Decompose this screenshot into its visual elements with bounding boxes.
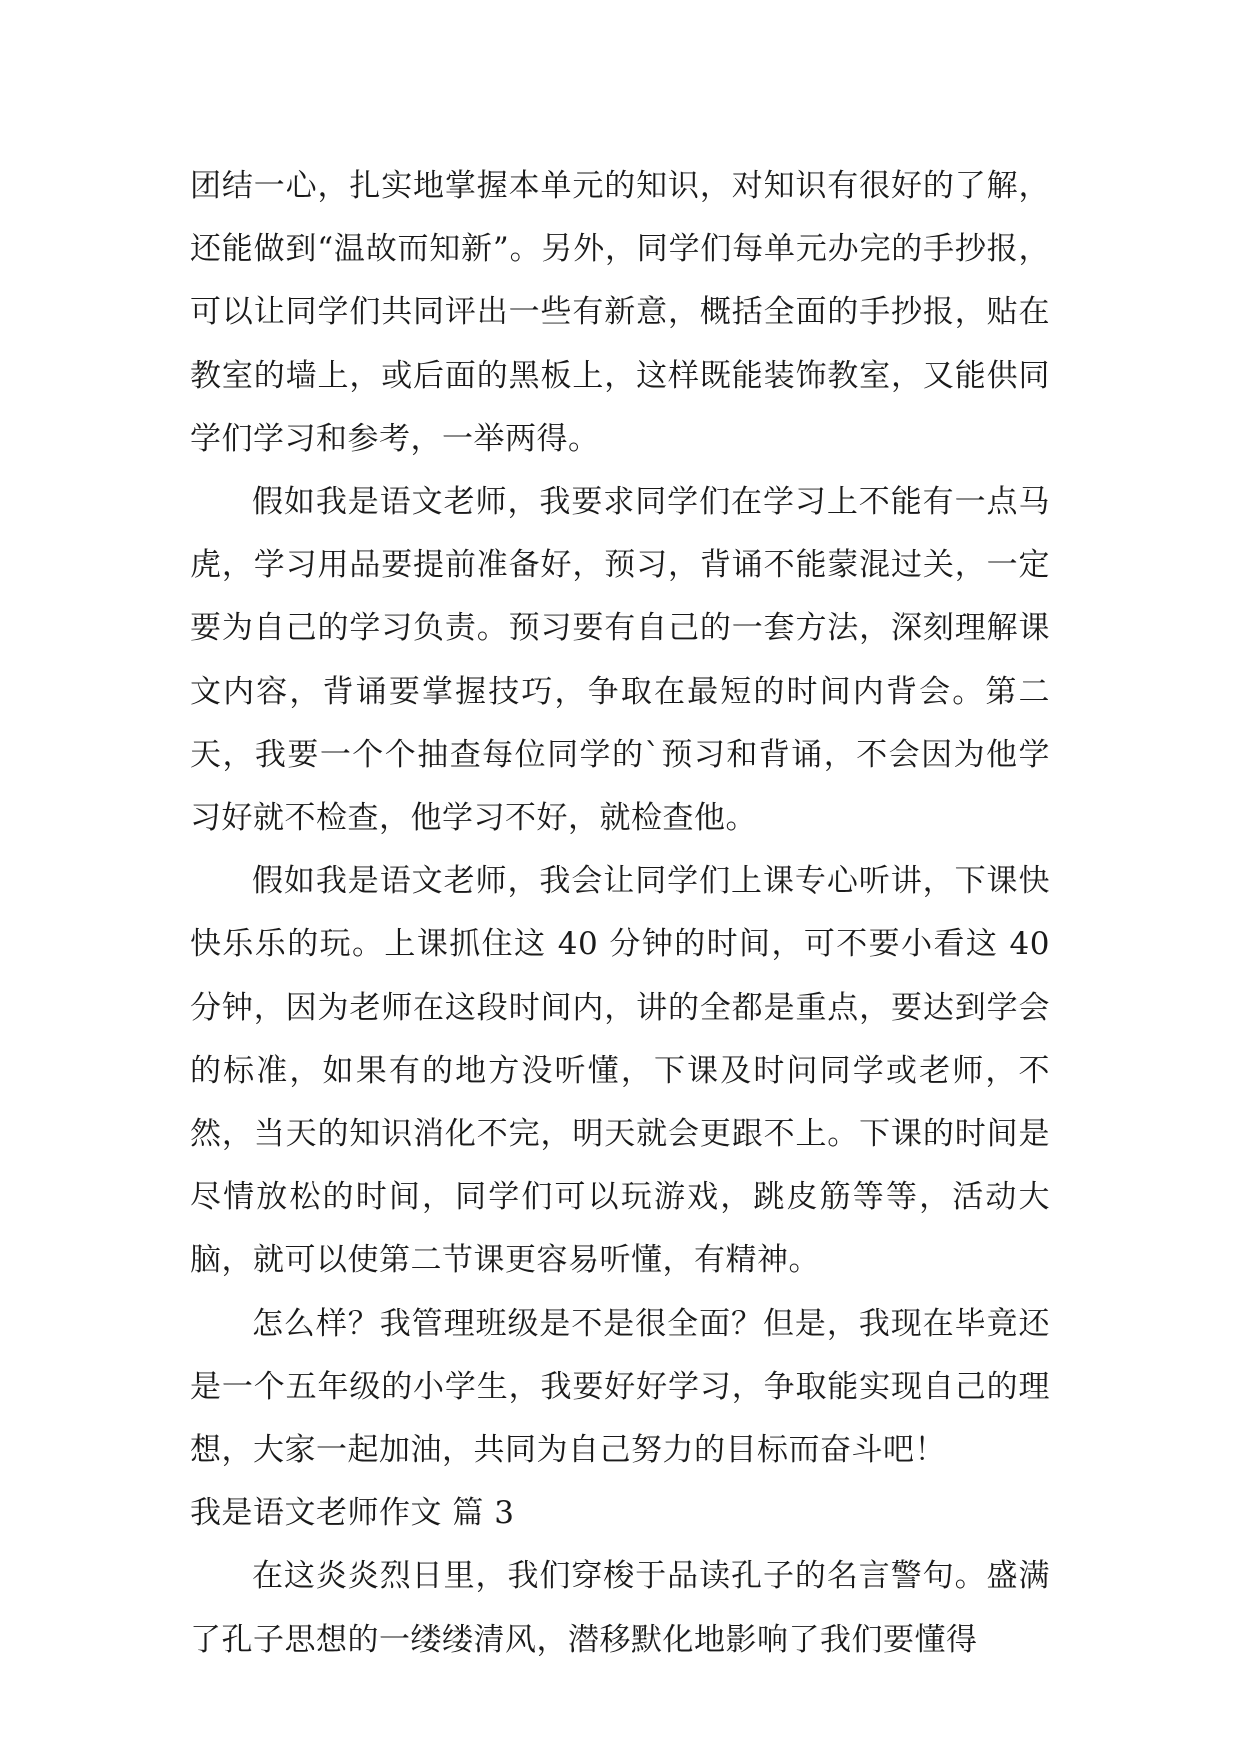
paragraph-homework-check: 假如我是语文老师，我要求同学们在学习上不能有一点马虎，学习用品要提前准备好，预习，背诵不能蒙混过关，一定要为自己的学习负责。预习要有自己的一套方法，深刻理解课文内容，背诵要掌握技巧，争取在最短的时间内背会。第二天，我要一个个抽查每位同学的`预习和背诵，不会因为他学习好就不检查，他学习不好，就检查他。: [190, 484, 1050, 837]
paragraph-conclusion: 怎么样？我管理班级是不是很全面？但是，我现在毕竟还是一个五年级的小学生，我要好好学习，争取能实现自己的理想，大家一起加油，共同为自己努力的目标而奋斗吧！: [190, 1305, 1050, 1469]
paragraph-continuation: 团结一心，扎实地掌握本单元的知识，对知识有很好的了解，还能做到“温故而知新”。另外，同学们每单元办完的手抄报，可以让同学们共同评出一些有新意，概括全面的手抄报，贴在教室的墙上，或后面的黑板上，这样既能装饰教室，又能供同学们学习和参考，一举两得。: [190, 168, 1050, 457]
section-heading: 我是语文老师作文 篇 3: [190, 1495, 515, 1532]
paragraph-class-time: 假如我是语文老师，我会让同学们上课专心听讲，下课快快乐乐的玩。上课抓住这 40 分钟的时间，可不要小看这 40 分钟，因为老师在这段时间内，讲的全都是重点，要达到学会的标准，如果有的地方没听懂，下课及时问同学或老师，不然，当天的知识消化不完，明天就会更跟不上。下课的时间是尽情放松的时间，同学们可以玩游戏，跳皮筋等等，活动大脑，就可以使第二节课更容易听懂，有精神。: [190, 863, 1050, 1279]
paragraph-confucius: 在这炎炎烈日里，我们穿梭于品读孔子的名言警句。盛满了孔子思想的一缕缕清风，潜移默化地影响了我们要懂得: [190, 1558, 1050, 1658]
document-body: [190, 155, 1050, 1672]
